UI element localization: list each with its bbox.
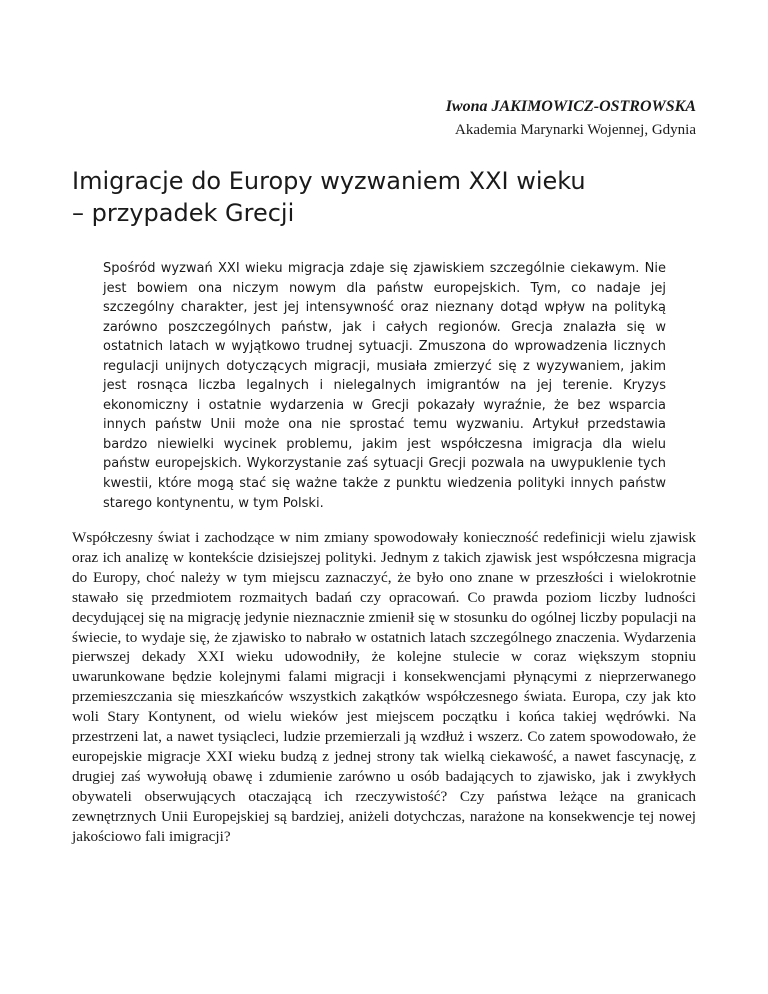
author-block (446, 97, 696, 140)
title-line-1: Imigracje do Europy wyzwaniem XXI wieku (72, 167, 586, 195)
body-paragraph: Współczesny świat i zachodzące w nim zmiany spowodowały konieczność redefinicji wielu zjawisk oraz ich analizę w kontekście dzisiejszej polityki. Jednym z takich zjawisk jest współczesna migracja do Europy, choć należy w tym miejscu zaznaczyć, że było ono znane w przeszłości i wielokrotnie stawało się przedmiotem rozmaitych badań czy opracowań. Co prawda poziom liczby ludności decydującej się na migrację jedynie nieznacznie zmienił się w stosunku do ogólnej liczby populacji na świecie, to wydaje się, że zjawisko to nabrało w ostatnich latach szczególnego znaczenia. Wydarzenia pierwszej dekady XXI wieku udowodniły, że kolejne stulecie w coraz większym stopniu uwarunkowane będzie kolejnymi falami migracji i konsekwencjami płynącymi z nieprzerwanego przemieszczania się mieszkańców wszystkich zakątków współczesnego świata. Europa, czy jak kto woli Stary Kontynent, od wielu wieków jest miejscem początku i końca takiej wędrówki. Na przestrzeni lat, a nawet tysiącleci, ludzie przemierzali ją wzdłuż i wszerz. Co zatem spowodowało, że europejskie migracje XXI wieku budzą z jednej strony tak wielką ciekawość, a nawet fascynację, z drugiej zaś wywołują obawę i zdumienie zarówno u osób badających to zjawisko, jak i zwykłych obywateli obserwujących otaczającą ich rzeczywistość? Czy państwa leżące na granicach zewnętrznych Unii Europejskiej są bardziej, aniżeli dotychczas, narażone na konsekwencje tej nowej jakościowo fali imigracji? (72, 529, 696, 845)
author-name: Iwona JAKIMOWICZ-OSTROWSKA (445, 98, 696, 115)
title-line-2: – przypadek Grecji (72, 199, 295, 227)
abstract: Spośród wyzwań XXI wieku migracja zdaje się zjawiskiem szczególnie ciekawym. Nie jest bowiem ona niczym nowym dla państw europejskich. Tym, co nadaje jej szczególny charakter, jest jej intensywność oraz nieznany dotąd wpływ na polityką zarówno poszczególnych państw, jak i całych regionów. Grecja znalazła się w ostatnich latach w wyjątkowo trudnej sytuacji. Zmuszona do wprowadzenia licznych regulacji unijnych dotyczących migracji, musiała zmierzyć się z wyzywaniem, jakim jest rosnąca liczba legalnych i nielegalnych imigrantów na jej terenie. Kryzys ekonomiczny i ostatnie wydarzenia w Grecji pokazały wyraźnie, że bez wsparcia innych państw Unii może ona nie sprostać temu wyzwaniu. Artykuł przedstawia bardzo niewielki wycinek problemu, jakim jest współczesna imigracja dla wielu państw europejskich. Wykorzystanie zaś sytuacji Grecji pozwala na uwypuklenie tych kwestii, które mogą stać się ważne także z punktu wiedzenia polityki innych państw starego kontynentu, w tym Polski. (103, 261, 666, 511)
article-title (72, 165, 692, 229)
author-affiliation: Akademia Marynarki Wojennej, Gdynia (455, 122, 696, 138)
